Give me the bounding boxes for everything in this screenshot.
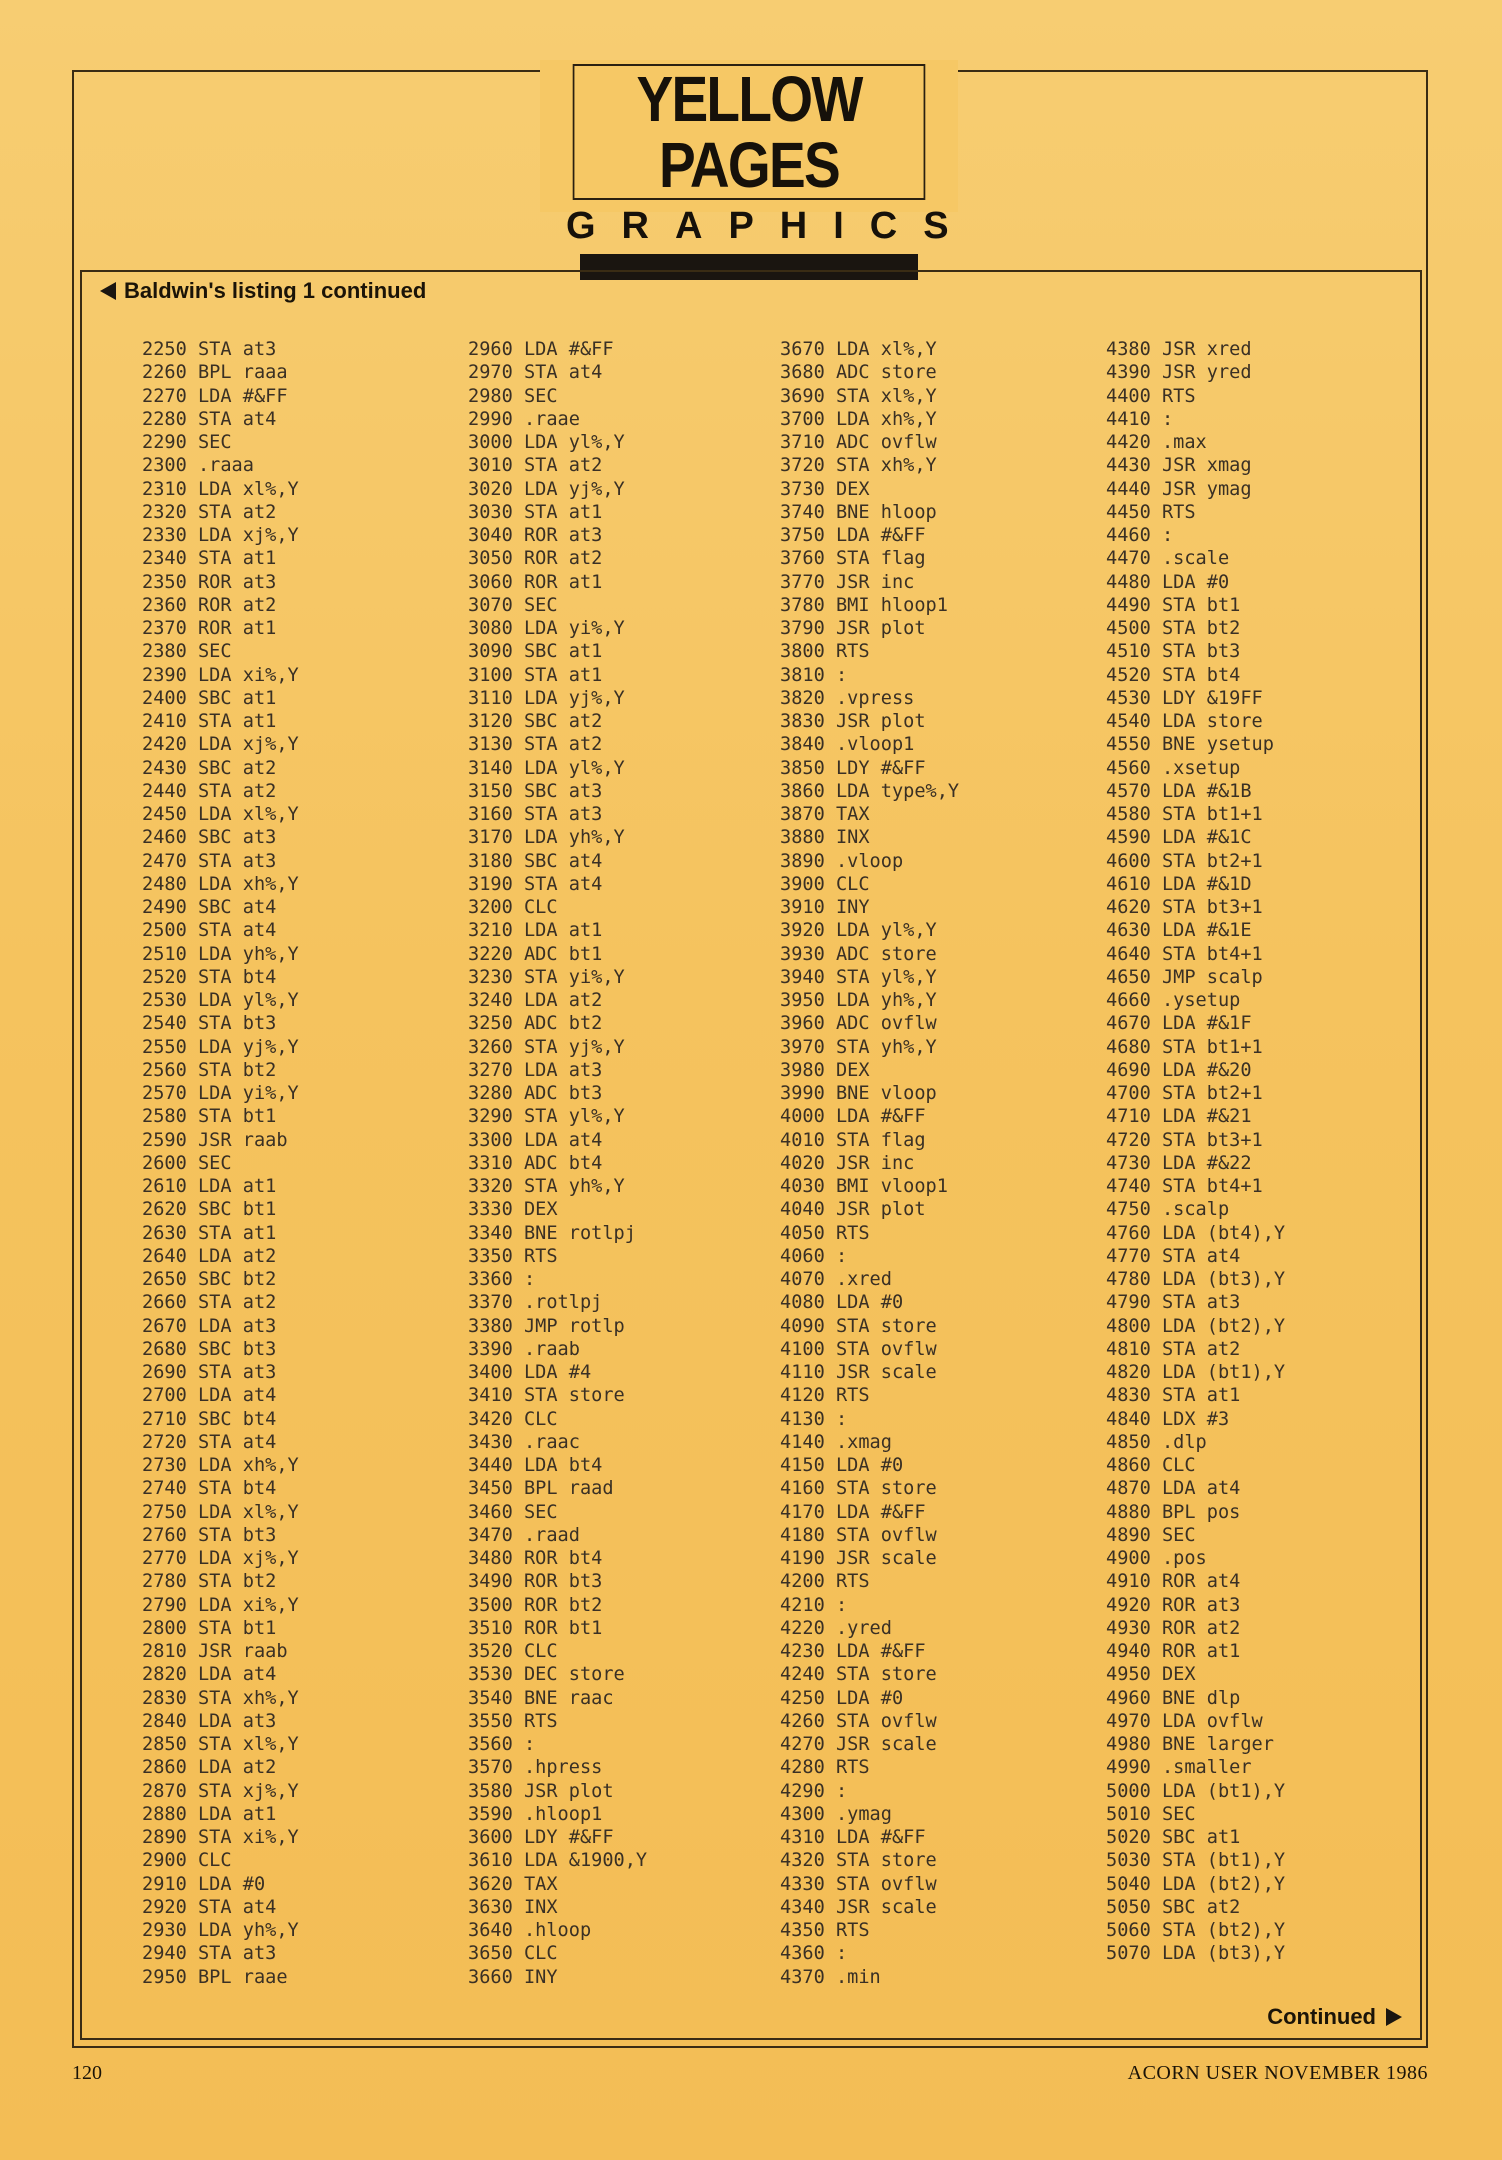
listing-line: 4030 BMI vloop1 [780,1176,948,1197]
listing-line: 2280 STA at4 [142,408,277,430]
listing-line: 2890 STA xi%,Y [142,1827,299,1848]
listing-line: 4650 JMP scalp [1106,966,1263,988]
listing-line: 3600 LDY #&FF [468,1827,614,1848]
listing-line: 4700 STA bt2+1 [1106,1083,1263,1104]
listing-line: 4890 SEC [1106,1524,1196,1546]
listing-line: 4670 LDA #&1F [1106,1013,1252,1035]
listing-line: 4990 .smaller [1106,1757,1252,1779]
listing-line: 4710 LDA #&21 [1106,1106,1252,1128]
listing-line: 2300 .raaa [142,455,254,477]
listing-line: 3000 LDA yl%,Y [468,432,625,453]
listing-line: 4180 STA ovflw [780,1524,937,1546]
listing-line: 4800 LDA (bt2),Y [1106,1315,1286,1337]
listing-line: 3430 .raac [468,1431,580,1453]
listing-line: 4080 LDA #0 [780,1292,904,1314]
listing-line: 4570 LDA #&1B [1106,780,1252,802]
listing-line: 4070 .xred [780,1269,892,1290]
listing-line: 4730 LDA #&22 [1106,1152,1252,1174]
listing-line: 2340 STA at1 [142,548,277,570]
listing-line: 3950 LDA yh%,Y [780,990,937,1011]
listing-line: 4500 STA bt2 [1106,618,1241,639]
listing-line: 3360 : [468,1269,536,1290]
listing-line: 2960 LDA #&FF [468,339,614,360]
listing-line: 3400 LDA #4 [468,1362,592,1383]
listing-line: 4450 RTS [1106,501,1196,523]
listing-line: 3940 STA yl%,Y [780,966,937,988]
listing-heading-text: Baldwin's listing 1 continued [124,278,427,303]
listing-line: 4810 STA at2 [1106,1338,1241,1360]
masthead [540,60,975,247]
listing-line: 2320 STA at2 [142,501,277,523]
listing-line: 5000 LDA (bt1),Y [1106,1780,1286,1802]
listing-line: 4220 .yred [780,1617,892,1639]
listing-line: 4580 STA bt1+1 [1106,804,1263,825]
listing-line: 3660 INY [468,1966,558,1988]
listing-line: 4560 .xsetup [1106,757,1241,779]
listing-line: 2950 BPL raae [142,1966,288,1988]
listing-line: 5050 SBC at2 [1106,1896,1241,1918]
listing-line: 2410 STA at1 [142,711,277,732]
listing-line: 3240 LDA at2 [468,990,603,1011]
listing-line: 4620 STA bt3+1 [1106,897,1263,918]
listing-line: 4130 : [780,1408,848,1430]
listing-line: 4020 JSR inc [780,1152,915,1174]
listing-line: 4550 BNE ysetup [1106,734,1274,756]
listing-line: 4410 : [1106,408,1174,430]
listing-line: 4590 LDA #&1C [1106,827,1252,849]
listing-line: 2550 LDA yj%,Y [142,1036,299,1058]
continued-label: Continued [1267,2004,1376,2029]
listing-line: 3260 STA yj%,Y [468,1036,625,1058]
listing-line: 2780 STA bt2 [142,1571,277,1593]
listing-line: 3620 TAX [468,1873,558,1895]
listing-line: 3170 LDA yh%,Y [468,827,625,849]
listing-column-1 [142,338,299,1989]
listing-line: 2760 STA bt3 [142,1524,277,1546]
listing-line: 4740 STA bt4+1 [1106,1176,1263,1197]
listing-line: 4830 STA at1 [1106,1385,1241,1407]
listing-line: 3990 BNE vloop [780,1083,937,1104]
listing-line: 2540 STA bt3 [142,1013,277,1035]
listing-line: 3380 JMP rotlp [468,1315,625,1337]
listing-line: 3540 BNE raac [468,1687,614,1709]
listing-line: 4190 JSR scale [780,1548,937,1569]
listing-line: 3740 BNE hloop [780,501,937,523]
listing-line: 3290 STA yl%,Y [468,1106,625,1128]
listing-line: 4270 JSR scale [780,1734,937,1755]
continued-marker [1267,2004,1402,2030]
listing-line: 3810 : [780,664,848,686]
listing-line: 2490 SBC at4 [142,897,277,918]
listing-line: 3220 ADC bt1 [468,943,603,965]
listing-line: 4630 LDA #&1E [1106,920,1252,942]
listing-line: 4290 : [780,1780,848,1802]
listing-line: 4790 STA at3 [1106,1292,1241,1314]
listing-line: 2740 STA bt4 [142,1478,277,1500]
listing-line: 4440 JSR ymag [1106,478,1252,500]
listing-line: 2520 STA bt4 [142,966,277,988]
listing-line: 5030 STA (bt1),Y [1106,1850,1286,1872]
listing-line: 3210 LDA at1 [468,920,603,942]
listing-line: 3890 .vloop [780,850,904,872]
listing-line: 4370 .min [780,1966,881,1988]
listing-line: 3480 ROR bt4 [468,1548,603,1569]
listing-line: 3450 BPL raad [468,1478,614,1500]
listing-line: 4110 JSR scale [780,1362,937,1383]
listing-line: 3570 .hpress [468,1757,603,1779]
listing-line: 4350 RTS [780,1920,870,1941]
listing-line: 2980 SEC [468,385,558,407]
listing-line: 2380 SEC [142,641,232,663]
listing-line: 3200 CLC [468,897,558,918]
listing-line: 4300 .ymag [780,1803,892,1825]
listing-line: 2460 SBC at3 [142,827,277,849]
listing-line: 3460 SEC [468,1501,558,1523]
listing-line: 3850 LDY #&FF [780,757,926,779]
listing-line: 4960 BNE dlp [1106,1687,1241,1709]
listing-line: 3490 ROR bt3 [468,1571,603,1593]
listing-line: 3140 LDA yl%,Y [468,757,625,779]
listing-line: 3730 DEX [780,478,870,500]
listing-line: 4310 LDA #&FF [780,1827,926,1848]
listing-line: 5060 STA (bt2),Y [1106,1920,1286,1941]
listing-line: 4930 ROR at2 [1106,1617,1241,1639]
listing-line: 2990 .raae [468,408,580,430]
listing-line: 4210 : [780,1594,848,1616]
listing-line: 2430 SBC at2 [142,757,277,779]
listing-line: 4980 BNE larger [1106,1734,1274,1755]
listing-line: 4530 LDY &19FF [1106,687,1263,709]
listing-line: 3910 INY [780,897,870,918]
listing-line: 3390 .raab [468,1338,580,1360]
triangle-right-icon [1386,2008,1402,2026]
listing-line: 3550 RTS [468,1710,558,1732]
listing-line: 4690 LDA #&20 [1106,1059,1252,1081]
listing-line: 2510 LDA yh%,Y [142,943,299,965]
listing-line: 3180 SBC at4 [468,850,603,872]
listing-line: 3590 .hloop1 [468,1803,603,1825]
listing-line: 4120 RTS [780,1385,870,1407]
listing-line: 3250 ADC bt2 [468,1013,603,1035]
listing-line: 3330 DEX [468,1199,558,1221]
listing-line: 4200 RTS [780,1571,870,1593]
listing-line: 3230 STA yi%,Y [468,966,625,988]
listing-line: 2630 STA at1 [142,1222,277,1244]
listing-line: 2260 BPL raaa [142,362,288,384]
listing-line: 3100 STA at1 [468,664,603,686]
listing-line: 4340 JSR scale [780,1896,937,1918]
listing-line: 3350 RTS [468,1245,558,1267]
listing-line: 4870 LDA at4 [1106,1478,1241,1500]
listing-line: 4170 LDA #&FF [780,1501,926,1523]
listing-line: 2250 STA at3 [142,339,277,360]
listing-line: 2270 LDA #&FF [142,385,288,407]
listing-line: 2800 STA bt1 [142,1617,277,1639]
listing-line: 5020 SBC at1 [1106,1827,1241,1848]
listing-line: 3370 .rotlpj [468,1292,603,1314]
listing-line: 4100 STA ovflw [780,1338,937,1360]
listing-line: 3980 DEX [780,1059,870,1081]
listing-line: 4660 .ysetup [1106,990,1241,1011]
listing-line: 3820 .vpress [780,687,915,709]
listing-line: 2750 LDA xl%,Y [142,1501,299,1523]
listing-line: 2620 SBC bt1 [142,1199,277,1221]
listing-line: 3770 JSR inc [780,571,915,593]
listing-line: 2660 STA at2 [142,1292,277,1314]
listing-line: 4320 STA store [780,1850,937,1872]
listing-line: 4820 LDA (bt1),Y [1106,1362,1286,1383]
listing-line: 4780 LDA (bt3),Y [1106,1269,1286,1290]
listing-line: 3440 LDA bt4 [468,1455,603,1476]
listing-line: 2850 STA xl%,Y [142,1734,299,1755]
listing-line: 2710 SBC bt4 [142,1408,277,1430]
listing-line: 4240 STA store [780,1664,937,1686]
listing-line: 2930 LDA yh%,Y [142,1920,299,1941]
listing-line: 3510 ROR bt1 [468,1617,603,1639]
listing-line: 4330 STA ovflw [780,1873,937,1895]
listing-line: 4400 RTS [1106,385,1196,407]
page-number: 120 [72,2062,102,2084]
listing-line: 5070 LDA (bt3),Y [1106,1943,1286,1965]
listing-line: 3860 LDA type%,Y [780,780,960,802]
listing-line: 3610 LDA &1900,Y [468,1850,648,1872]
masthead-title: YELLOW PAGES [573,64,926,200]
listing-line: 3040 ROR at3 [468,525,603,546]
listing-line: 4140 .xmag [780,1431,892,1453]
listing-column-2 [468,338,647,1989]
listing-line: 2400 SBC at1 [142,687,277,709]
listing-line: 4970 LDA ovflw [1106,1710,1263,1732]
listing-line: 3160 STA at3 [468,804,603,825]
listing-line: 4420 .max [1106,432,1207,453]
listing-line: 3640 .hloop [468,1920,592,1941]
listing-line: 2650 SBC bt2 [142,1269,277,1290]
listing-column-3 [780,338,959,1989]
listing-line: 2560 STA bt2 [142,1059,277,1081]
listing-line: 2730 LDA xh%,Y [142,1455,299,1476]
listing-line: 3050 ROR at2 [468,548,603,570]
listing-line: 3880 INX [780,827,870,849]
listing-line: 3310 ADC bt4 [468,1152,603,1174]
listing-line: 3080 LDA yi%,Y [468,618,625,639]
listing-line: 3120 SBC at2 [468,711,603,732]
listing-line: 3630 INX [468,1896,558,1918]
listing-line: 2530 LDA yl%,Y [142,990,299,1011]
listing-line: 3270 LDA at3 [468,1059,603,1081]
listing-line: 4160 STA store [780,1478,937,1500]
listing-line: 3060 ROR at1 [468,571,603,593]
listing-line: 2360 ROR at2 [142,594,277,616]
listing-line: 4460 : [1106,525,1174,546]
listing-line: 4480 LDA #0 [1106,571,1230,593]
listing-line: 2820 LDA at4 [142,1664,277,1686]
section-name: GRAPHICS [566,205,975,247]
listing-line: 3830 JSR plot [780,711,926,732]
listing-line: 2680 SBC bt3 [142,1338,277,1360]
listing-line: 4850 .dlp [1106,1431,1207,1453]
listing-line: 3960 ADC ovflw [780,1013,937,1035]
listing-line: 2450 LDA xl%,Y [142,804,299,825]
listing-line: 3190 STA at4 [468,873,603,895]
listing-heading [100,278,426,304]
listing-line: 2830 STA xh%,Y [142,1687,299,1709]
listing-line: 3840 .vloop1 [780,734,915,756]
listing-line: 2690 STA at3 [142,1362,277,1383]
listing-line: 3560 : [468,1734,536,1755]
listing-line: 2670 LDA at3 [142,1315,277,1337]
listing-line: 3760 STA flag [780,548,926,570]
listing-line: 3790 JSR plot [780,618,926,639]
listing-line: 4090 STA store [780,1315,937,1337]
listing-line: 2580 STA bt1 [142,1106,277,1128]
listing-line: 4230 LDA #&FF [780,1641,926,1662]
listing-line: 2290 SEC [142,432,232,453]
listing-line: 4060 : [780,1245,848,1267]
listing-line: 2880 LDA at1 [142,1803,277,1825]
listing-line: 4280 RTS [780,1757,870,1779]
listing-line: 3930 ADC store [780,943,937,965]
listing-line: 4950 DEX [1106,1664,1196,1686]
listing-line: 3690 STA xl%,Y [780,385,937,407]
listing-line: 3320 STA yh%,Y [468,1176,625,1197]
listing-line: 3090 SBC at1 [468,641,603,663]
listing-line: 4150 LDA #0 [780,1455,904,1476]
listing-line: 2600 SEC [142,1152,232,1174]
listing-line: 5010 SEC [1106,1803,1196,1825]
magazine-issue: ACORN USER NOVEMBER 1986 [1127,2062,1428,2084]
listing-line: 4520 STA bt4 [1106,664,1241,686]
listing-line: 3070 SEC [468,594,558,616]
listing-line: 3020 LDA yj%,Y [468,478,625,500]
listing-line: 4720 STA bt3+1 [1106,1129,1263,1151]
listing-line: 3530 DEC store [468,1664,625,1686]
listing-line: 3710 ADC ovflw [780,432,937,453]
listing-line: 2370 ROR at1 [142,618,277,639]
listing-line: 3130 STA at2 [468,734,603,756]
listing-line: 2420 LDA xj%,Y [142,734,299,756]
listing-line: 4390 JSR yred [1106,362,1252,384]
listing-line: 3150 SBC at3 [468,780,603,802]
listing-line: 2570 LDA yi%,Y [142,1083,299,1104]
listing-line: 3280 ADC bt3 [468,1083,603,1104]
listing-line: 3410 STA store [468,1385,625,1407]
listing-line: 3110 LDA yj%,Y [468,687,625,709]
listing-line: 4260 STA ovflw [780,1710,937,1732]
listing-line: 2610 LDA at1 [142,1176,277,1197]
listing-line: 2810 JSR raab [142,1641,288,1662]
listing-line: 3720 STA xh%,Y [780,455,937,477]
listing-line: 3520 CLC [468,1641,558,1662]
listing-line: 2640 LDA at2 [142,1245,277,1267]
listing-line: 4680 STA bt1+1 [1106,1036,1263,1058]
listing-line: 2910 LDA #0 [142,1873,266,1895]
triangle-left-icon [100,282,116,300]
listing-line: 4840 LDX #3 [1106,1408,1230,1430]
listing-line: 2770 LDA xj%,Y [142,1548,299,1569]
listing-line: 4540 LDA store [1106,711,1263,732]
listing-line: 3670 LDA xl%,Y [780,339,937,360]
listing-line: 3030 STA at1 [468,501,603,523]
listing-line: 4430 JSR xmag [1106,455,1252,477]
listing-line: 4470 .scale [1106,548,1230,570]
listing-line: 4250 LDA #0 [780,1687,904,1709]
listing-column-4 [1106,338,1285,1966]
listing-line: 3680 ADC store [780,362,937,384]
listing-line: 4640 STA bt4+1 [1106,943,1263,965]
listing-line: 4050 RTS [780,1222,870,1244]
listing-line: 2860 LDA at2 [142,1757,277,1779]
listing-line: 2700 LDA at4 [142,1385,277,1407]
listing-line: 4010 STA flag [780,1129,926,1151]
listing-line: 2440 STA at2 [142,780,277,802]
listing-line: 3470 .raad [468,1524,580,1546]
listing-line: 2940 STA at3 [142,1943,277,1965]
listing-line: 3920 LDA yl%,Y [780,920,937,942]
listing-line: 2390 LDA xi%,Y [142,664,299,686]
listing-line: 3340 BNE rotlpj [468,1222,636,1244]
listing-line: 2470 STA at3 [142,850,277,872]
listing-line: 2310 LDA xl%,Y [142,478,299,500]
listing-line: 2920 STA at4 [142,1896,277,1918]
listing-line: 3780 BMI hloop1 [780,594,948,616]
listing-line: 3500 ROR bt2 [468,1594,603,1616]
listing-line: 4760 LDA (bt4),Y [1106,1222,1286,1244]
listing-line: 4750 .scalp [1106,1199,1230,1221]
listing-line: 2500 STA at4 [142,920,277,942]
listing-line: 3900 CLC [780,873,870,895]
listing-line: 2970 STA at4 [468,362,603,384]
listing-line: 2870 STA xj%,Y [142,1780,299,1802]
listing-line: 2720 STA at4 [142,1431,277,1453]
listing-line: 3750 LDA #&FF [780,525,926,546]
listing-line: 3010 STA at2 [468,455,603,477]
listing-line: 2790 LDA xi%,Y [142,1594,299,1616]
listing-line: 3580 JSR plot [468,1780,614,1802]
listing-line: 3970 STA yh%,Y [780,1036,937,1058]
listing-line: 3870 TAX [780,804,870,825]
listing-line: 3700 LDA xh%,Y [780,408,937,430]
listing-line: 4860 CLC [1106,1455,1196,1476]
listing-line: 3420 CLC [468,1408,558,1430]
listing-line: 2590 JSR raab [142,1129,288,1151]
listing-line: 4490 STA bt1 [1106,594,1241,616]
listing-line: 4360 : [780,1943,848,1965]
listing-line: 4380 JSR xred [1106,339,1252,360]
listing-line: 3800 RTS [780,641,870,663]
listing-line: 2900 CLC [142,1850,232,1872]
listing-line: 4910 ROR at4 [1106,1571,1241,1593]
listing-line: 4880 BPL pos [1106,1501,1241,1523]
listing-line: 4610 LDA #&1D [1106,873,1252,895]
listing-line: 4770 STA at4 [1106,1245,1241,1267]
listing-line: 2350 ROR at3 [142,571,277,593]
listing-line: 4940 ROR at1 [1106,1641,1241,1662]
listing-line: 4040 JSR plot [780,1199,926,1221]
listing-line: 3300 LDA at4 [468,1129,603,1151]
listing-line: 4000 LDA #&FF [780,1106,926,1128]
listing-line: 2480 LDA xh%,Y [142,873,299,895]
listing-line: 4920 ROR at3 [1106,1594,1241,1616]
listing-line: 5040 LDA (bt2),Y [1106,1873,1286,1895]
listing-line: 4510 STA bt3 [1106,641,1241,663]
listing-line: 4600 STA bt2+1 [1106,850,1263,872]
listing-line: 2840 LDA at3 [142,1710,277,1732]
listing-line: 4900 .pos [1106,1548,1207,1569]
listing-line: 3650 CLC [468,1943,558,1965]
listing-line: 2330 LDA xj%,Y [142,525,299,546]
